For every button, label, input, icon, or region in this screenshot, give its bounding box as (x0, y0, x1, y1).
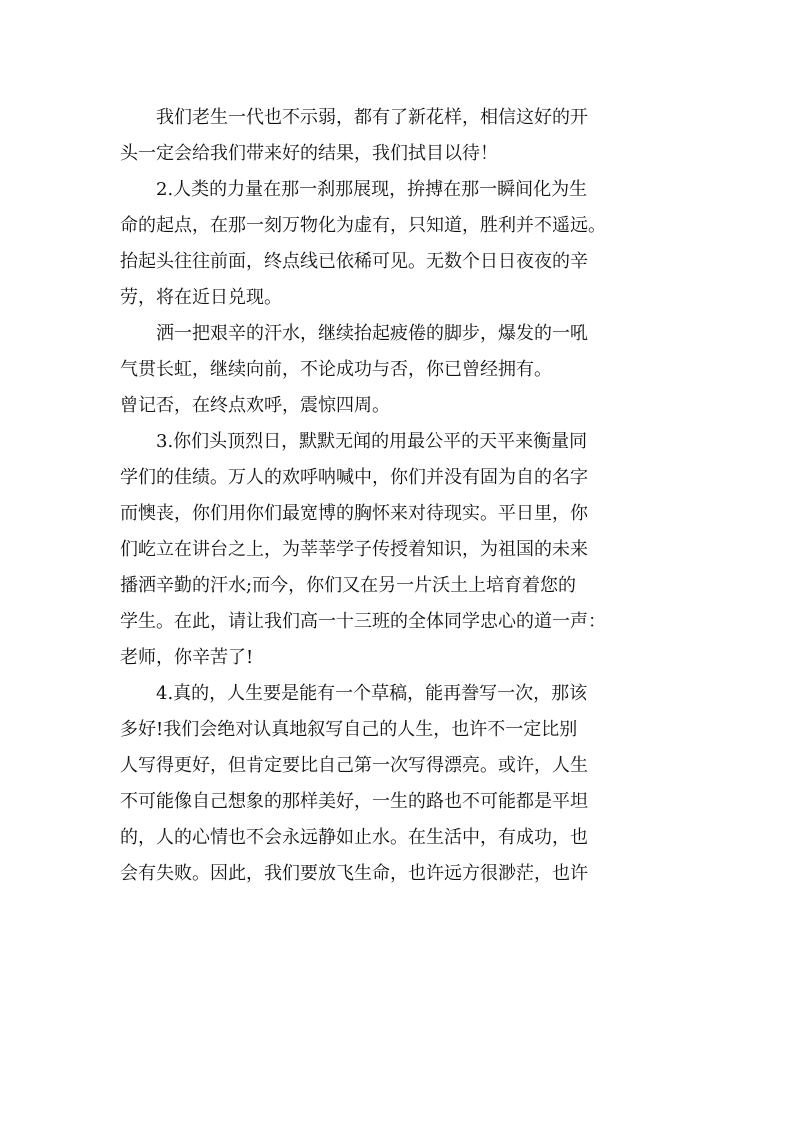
text-line: 头一定会给我们带来好的结果，我们拭目以待！ (120, 143, 498, 164)
text-line: 多好!我们会绝对认真地叙写自己的人生，也许不一定比别 (120, 719, 578, 740)
text-line: 学生。在此，请让我们高一十三班的全体同学忠心的道一声： (120, 611, 606, 632)
text-line: 我们老生一代也不示弱，都有了新花样，相信这好的开 (120, 107, 588, 128)
text-line: 而懊丧，你们用你们最宽博的胸怀来对待现实。平日里，你 (120, 503, 588, 524)
text-line: 会有失败。因此，我们要放飞生命，也许远方很渺茫，也许 (120, 863, 588, 884)
text-line: 洒一把艰辛的汗水，继续抬起疲倦的脚步，爆发的一吼 (120, 323, 588, 344)
text-line: 气贯长虹，继续向前，不论成功与否，你已曾经拥有。 (120, 359, 552, 380)
text-line: 们屹立在讲台之上，为莘莘学子传授着知识，为祖国的未来 (120, 539, 588, 560)
text-line: 不可能像自己想象的那样美好，一生的路也不可能都是平坦 (120, 791, 588, 812)
text-line: 的，人的心情也不会永远静如止水。在生活中，有成功，也 (120, 827, 588, 848)
text-line: 命的起点，在那一刻万物化为虚有，只知道，胜利并不遥远。 (120, 215, 606, 236)
text-line: 人写得更好，但肯定要比自己第一次写得漂亮。或许，人生 (120, 755, 588, 776)
text-line: 2.人类的力量在那一刹那展现，拚搏在那一瞬间化为生 (120, 179, 588, 200)
text-line: 学们的佳绩。万人的欢呼呐喊中，你们并没有固为自的名字 (120, 467, 588, 488)
text-line: 4.真的，人生要是能有一个草稿，能再誊写一次，那该 (120, 683, 588, 704)
text-line: 3.你们头顶烈日，默默无闻的用最公平的天平来衡量同 (120, 431, 588, 452)
text-line: 曾记否，在终点欢呼，震惊四周。 (120, 395, 390, 416)
text-line: 老师，你辛苦了! (120, 647, 254, 668)
text-line: 劳，将在近日兑现。 (120, 287, 282, 308)
text-line: 抬起头往往前面，终点线已依稀可见。无数个日日夜夜的辛 (120, 251, 588, 272)
text-line: 播洒辛勤的汗水;而今，你们又在另一片沃土上培育着您的 (120, 575, 577, 596)
